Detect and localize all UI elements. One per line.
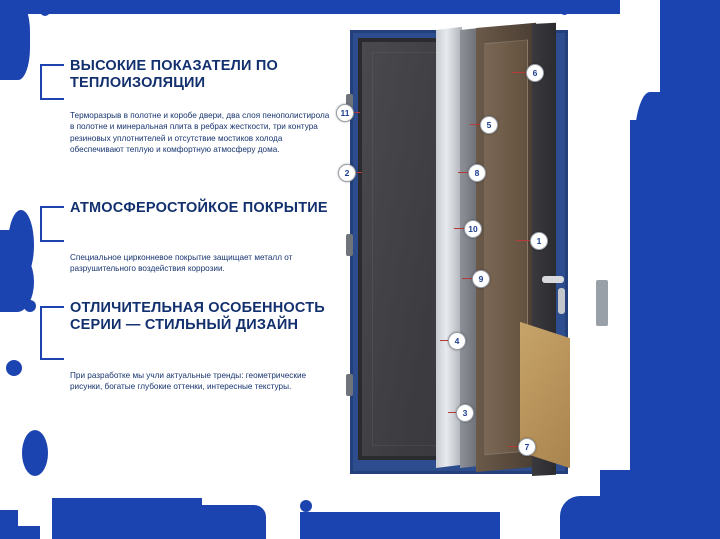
door-marker-2[interactable]: 2 [338, 164, 356, 182]
door-hinge-middle [346, 234, 353, 256]
feature-title-2: АТМОСФЕРОСТОЙКОЕ ПОКРЫТИЕ [70, 200, 328, 216]
door-marker-11[interactable]: 11 [336, 104, 354, 122]
feature-body-1: Терморазрыв в полотне и коробе двери, два слоя пенополистирола в полотне и минеральная плита в ребрах жесткости, три контура резиновых уплотнителей и отсутствие мостиков холода обеспечивают теплую и комфортную атмосферу дома. [70, 111, 330, 155]
feature-title-1: ВЫСОКИЕ ПОКАЗАТЕЛИ ПО ТЕПЛОИЗОЛЯЦИИ [70, 58, 278, 91]
door-marker-3[interactable]: 3 [456, 404, 474, 422]
watermark-text [330, 495, 670, 529]
door-marker-6[interactable]: 6 [526, 64, 544, 82]
bracket-accent-3 [40, 306, 64, 360]
door-marker-10[interactable]: 10 [464, 220, 482, 238]
door-marker-7[interactable]: 7 [518, 438, 536, 456]
bracket-accent-1 [40, 64, 64, 100]
bracket-accent-2 [40, 206, 64, 242]
door-hinge-bottom [346, 374, 353, 396]
door-handle [542, 276, 564, 283]
door-marker-4[interactable]: 4 [448, 332, 466, 350]
door-leaf-edge [436, 27, 462, 468]
door-lock-plate [596, 280, 608, 326]
feature-body-2: Специальное цирконневое покрытие защищает металл от разрушительного воздействия коррозии. [70, 253, 293, 274]
door-handle-lever [558, 288, 565, 314]
leader-line-1 [516, 240, 530, 241]
door-marker-1[interactable]: 1 [530, 232, 548, 250]
feature-title-3: ОТЛИЧИТЕЛЬНАЯ ОСОБЕННОСТЬ СЕРИИ — СТИЛЬНЫЙ ДИЗАЙН [70, 300, 325, 333]
door-marker-9[interactable]: 9 [472, 270, 490, 288]
door-marker-5[interactable]: 5 [480, 116, 498, 134]
door-illustration [340, 24, 644, 474]
feature-body-3: При разработке мы учли актуальные тренды: геометрические рисунки, богатые глубокие оттенки, интересные текстуры. [70, 371, 307, 392]
leader-line-6 [512, 72, 526, 73]
door-marker-8[interactable]: 8 [468, 164, 486, 182]
